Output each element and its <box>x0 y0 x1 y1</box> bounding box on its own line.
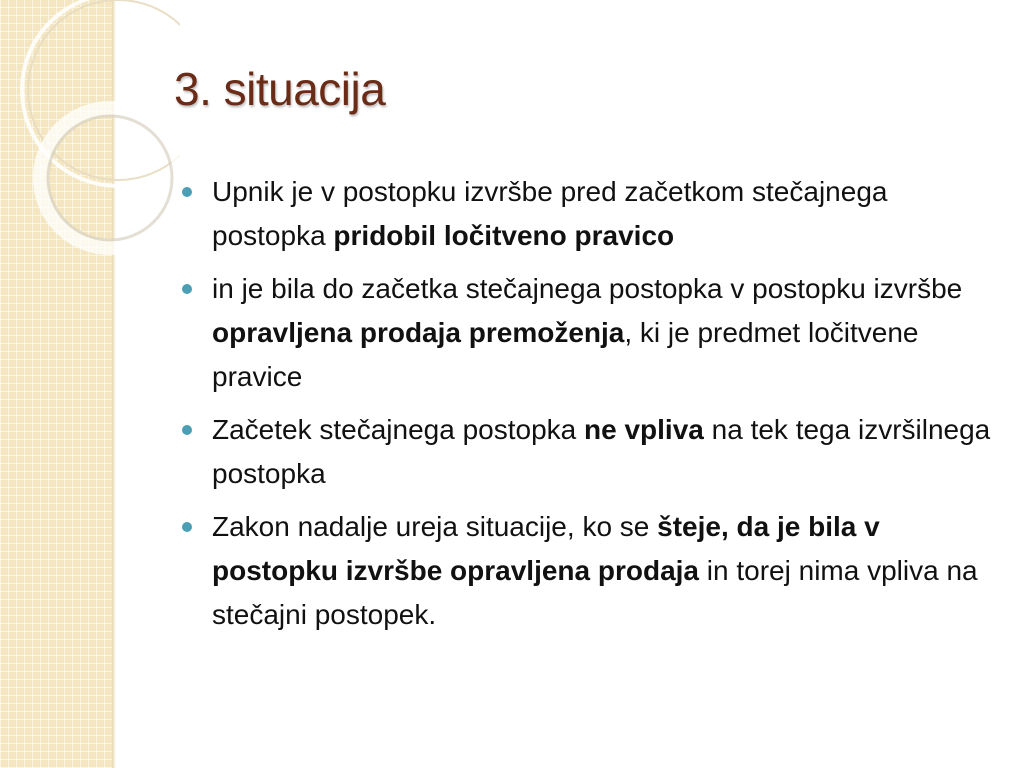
bullet-dot-icon <box>182 522 192 532</box>
bullet-text: Začetek stečajnega postopka <box>212 414 585 445</box>
bullet-item <box>182 170 992 258</box>
bullet-dot-icon <box>182 425 192 435</box>
bullet-list <box>182 170 992 646</box>
bullet-dot-icon <box>182 187 192 197</box>
bullet-text: Upnik je v postopku izvršbe pred začetkom stečajnega postopka <box>212 176 888 251</box>
bullet-item <box>182 408 992 496</box>
bullet-text: na tek tega izvršilnega postopka <box>212 414 991 489</box>
bullet-text: Zakon nadalje ureja situacije, ko se <box>212 511 658 542</box>
bullet-dot-icon <box>182 284 192 294</box>
bullet-text: , ki je predmet ločitvene pravice <box>212 317 919 392</box>
bullet-text: in torej nima vpliva na stečajni postopek. <box>212 555 978 630</box>
bullet-emphasis: opravljena prodaja premoženja <box>212 317 625 348</box>
bullet-emphasis: ne vpliva <box>584 414 704 445</box>
bullet-emphasis: pridobil ločitveno pravico <box>333 220 675 251</box>
slide-title: 3. situacija <box>174 63 386 115</box>
bullet-item <box>182 505 992 637</box>
bullet-item <box>182 267 992 399</box>
decorative-circles <box>0 0 180 320</box>
bullet-text: in je bila do začetka stečajnega postopka v postopku izvršbe <box>212 273 963 304</box>
bullet-emphasis: šteje, da je bila v postopku izvršbe opravljena prodaja <box>212 511 880 586</box>
